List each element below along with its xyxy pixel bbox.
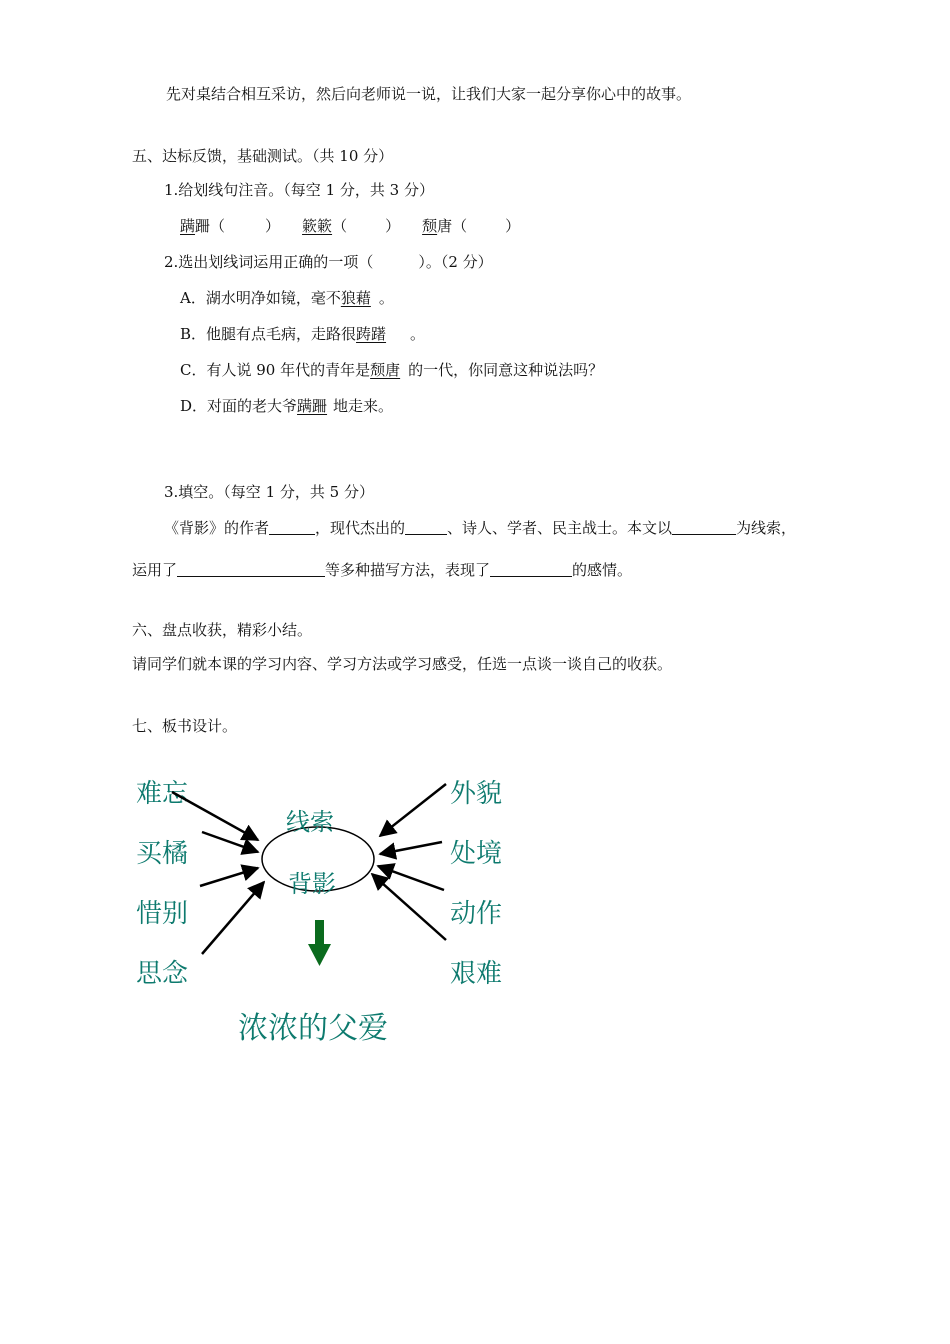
board-right-1: 外貌	[450, 779, 503, 809]
section-6-heading: 六、盘点收获，精彩小结。	[132, 621, 313, 639]
q1-word-2b: （	[332, 217, 348, 235]
board-right-2: 处境	[450, 839, 503, 869]
down-arrow-icon	[308, 920, 331, 966]
board-conclusion: 浓浓的父爱	[238, 1011, 388, 1046]
section-6-body: 请同学们就本课的学习内容、学习方法或学习感受，任选一点谈一谈自己的收获。	[132, 655, 673, 673]
blank-emotion[interactable]	[490, 560, 572, 577]
q1-word-3b: 唐（	[437, 217, 468, 235]
q2-b-text: B．他腿有点毛病，走路很	[180, 325, 357, 343]
q2-d-word: 蹒跚	[297, 397, 328, 415]
blackboard-diagram	[120, 760, 540, 1060]
q2-option-b	[180, 324, 425, 344]
q2-option-c	[180, 360, 603, 380]
arrow-right-3	[378, 866, 444, 890]
q1-word-1b: 跚（	[195, 217, 226, 235]
q2-c-word: 颓唐	[370, 361, 401, 379]
q2-d-end: 地走来。	[333, 397, 394, 415]
q3-text-6: 等多种描写方法，表现了	[325, 561, 491, 579]
q1-title: 1.给划线句注音。（每空 1 分，共 3 分）	[164, 181, 434, 199]
blank-identity[interactable]	[405, 518, 447, 535]
q3-text-1: 《背影》的作者	[164, 519, 270, 537]
arrow-right-4	[372, 874, 446, 940]
q2-option-d	[180, 396, 393, 416]
q2-d-text: D．对面的老大爷	[180, 397, 298, 415]
q1-word-2c: ）	[385, 217, 401, 235]
q1-word-1a: 蹒	[180, 217, 196, 235]
q2-a-text: A．湖水明净如镜，毫不	[180, 289, 341, 307]
q2-b-end: 。	[410, 325, 426, 343]
section-7-heading: 七、板书设计。	[132, 717, 238, 735]
arrows-right	[372, 784, 446, 940]
board-left-2: 买橘	[136, 839, 189, 869]
board-left-1: 难忘	[136, 779, 189, 809]
section-5-heading: 五、达标反馈，基础测试。（共 10 分）	[132, 147, 394, 165]
q3-text-5: 运用了	[132, 561, 178, 579]
blank-methods[interactable]	[177, 560, 325, 577]
arrow-left-4	[202, 882, 264, 954]
q1-word-1c: ）	[265, 217, 281, 235]
board-left-3: 惜别	[136, 899, 189, 929]
arrow-left-1	[172, 792, 258, 840]
board-center-bottom: 背影	[288, 870, 336, 898]
q2-c-text: C．有人说 90 年代的青年是	[180, 361, 371, 379]
board-right-4: 艰难	[450, 959, 503, 989]
arrow-left-3	[200, 868, 258, 886]
q2-c-end: 的一代，你同意这种说法吗？	[408, 361, 604, 379]
arrow-right-1	[380, 784, 446, 836]
q1-items	[180, 216, 520, 236]
q2-b-word: 踌躇	[356, 325, 387, 343]
arrows-left	[172, 792, 264, 954]
q3-title: 3.填空。（每空 1 分，共 5 分）	[164, 483, 374, 501]
q3-text-3: 、诗人、学者、民主战士。本文以	[447, 519, 673, 537]
blank-author[interactable]	[269, 518, 315, 535]
intro-text: 先对桌结合相互采访，然后向老师说一说，让我们大家一起分享你心中的故事。	[166, 85, 692, 103]
q2-a-end: 。	[378, 289, 394, 307]
q1-word-3c: ）	[505, 217, 521, 235]
q3-line-2	[132, 560, 632, 580]
board-right-3: 动作	[450, 899, 503, 929]
arrow-right-2	[380, 842, 442, 854]
board-center-top: 线索	[286, 808, 334, 836]
q2-a-word: 狼藉	[340, 289, 371, 307]
q1-word-2a: 簌簌	[302, 217, 333, 235]
q3-line-1	[164, 518, 796, 538]
blank-clue[interactable]	[672, 518, 736, 535]
board-left-4: 思念	[136, 959, 189, 989]
q3-text-2: ，现代杰出的	[315, 519, 406, 537]
q2-option-a	[180, 288, 394, 308]
q3-text-7: 的感情。	[572, 561, 633, 579]
q1-word-3a: 颓	[422, 217, 438, 235]
q3-text-4: 为线索，	[736, 519, 797, 537]
q2-title: 2.选出划线词运用正确的一项（ ）。（2 分）	[164, 253, 493, 271]
